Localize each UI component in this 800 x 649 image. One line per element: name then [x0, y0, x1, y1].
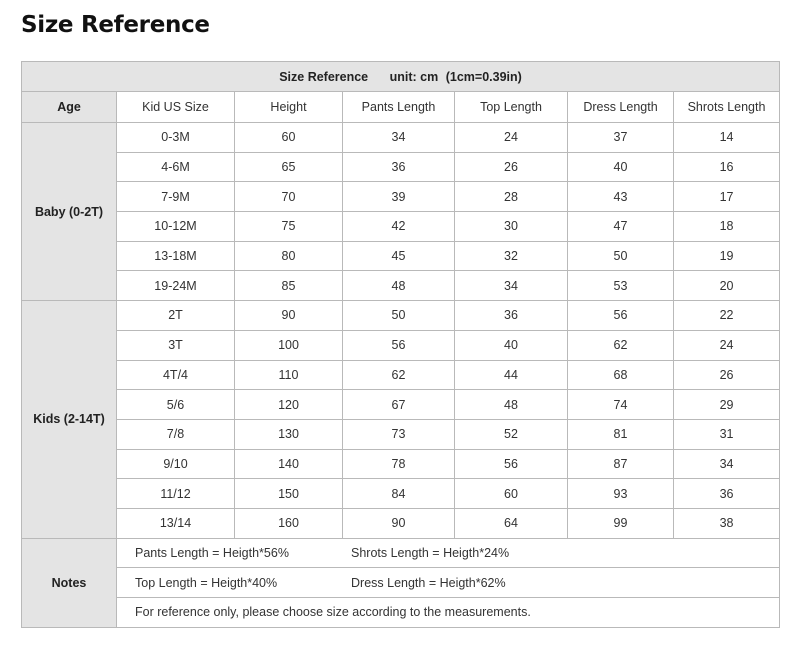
table-row [22, 271, 780, 301]
table-row [22, 508, 780, 538]
table-row [22, 449, 780, 479]
note-cell [117, 598, 780, 628]
table-row [22, 330, 780, 360]
header-pants-length: Pants Length [343, 92, 455, 123]
table-row [22, 212, 780, 242]
table-cell: 100 [235, 330, 343, 360]
table-cell: 47 [568, 212, 674, 242]
table-cell: 99 [568, 508, 674, 538]
table-cell: 36 [343, 152, 455, 182]
table-cell: 65 [235, 152, 343, 182]
note-pair [135, 576, 779, 590]
table-cell: 67 [343, 390, 455, 420]
table-cell: 19-24M [117, 271, 235, 301]
note-pair [135, 546, 779, 560]
note-text: Pants Length = Heigth*56% [135, 545, 289, 560]
table-cell: 4-6M [117, 152, 235, 182]
table-cell: 110 [235, 360, 343, 390]
table-cell: 84 [343, 479, 455, 509]
table-cell: 40 [568, 152, 674, 182]
table-cell: 80 [235, 241, 343, 271]
table-row [22, 152, 780, 182]
table-row [22, 390, 780, 420]
table-cell: 26 [455, 152, 568, 182]
table-cell: 26 [674, 360, 780, 390]
table-cell: 87 [568, 449, 674, 479]
table-cell: 3T [117, 330, 235, 360]
table-caption-row [22, 62, 780, 92]
table-cell: 70 [235, 182, 343, 212]
table-cell: 120 [235, 390, 343, 420]
table-cell: 52 [455, 419, 568, 449]
header-kid-us-size: Kid US Size [117, 92, 235, 123]
table-cell: 85 [235, 271, 343, 301]
table-cell: 48 [343, 271, 455, 301]
table-cell: 130 [235, 419, 343, 449]
table-row [22, 241, 780, 271]
table-cell: 64 [455, 508, 568, 538]
table-cell: 10-12M [117, 212, 235, 242]
table-cell: 42 [343, 212, 455, 242]
table-cell: 37 [568, 123, 674, 153]
table-cell: 140 [235, 449, 343, 479]
table-cell: 93 [568, 479, 674, 509]
table-cell: 75 [235, 212, 343, 242]
table-cell: 19 [674, 241, 780, 271]
notes-row [22, 568, 780, 598]
table-cell: 44 [455, 360, 568, 390]
table-cell: 11/12 [117, 479, 235, 509]
notes-row [22, 598, 780, 628]
caption-conversion: (1cm=0.39in) [445, 69, 522, 84]
table-cell: 7-9M [117, 182, 235, 212]
header-height: Height [235, 92, 343, 123]
table-cell: 16 [674, 152, 780, 182]
header-top-length: Top Length [455, 92, 568, 123]
note-text: For reference only, please choose size according to the measurements. [135, 605, 531, 620]
table-cell: 50 [568, 241, 674, 271]
table-cell: 62 [568, 330, 674, 360]
table-cell: 56 [455, 449, 568, 479]
table-cell: 53 [568, 271, 674, 301]
table-cell: 90 [343, 508, 455, 538]
note-text: Top Length = Heigth*40% [135, 575, 278, 590]
age-group-cell: Baby (0-2T) [22, 123, 117, 301]
table-cell: 160 [235, 508, 343, 538]
table-cell: 56 [343, 330, 455, 360]
table-cell: 60 [235, 123, 343, 153]
table-cell: 68 [568, 360, 674, 390]
table-cell: 34 [674, 449, 780, 479]
caption-label: Size Reference [279, 69, 369, 84]
size-reference-table [21, 61, 780, 628]
age-group-cell: Kids (2-14T) [22, 301, 117, 539]
table-row [22, 182, 780, 212]
table-row [22, 419, 780, 449]
table-cell: 18 [674, 212, 780, 242]
table-cell: 28 [455, 182, 568, 212]
table-cell: 56 [568, 301, 674, 331]
table-cell: 4T/4 [117, 360, 235, 390]
header-dress-length: Dress Length [568, 92, 674, 123]
table-cell: 13/14 [117, 508, 235, 538]
table-row [22, 123, 780, 153]
table-caption [22, 62, 780, 92]
notes-label: Notes [22, 538, 117, 627]
table-cell: 39 [343, 182, 455, 212]
note-cell [117, 538, 780, 568]
table-cell: 0-3M [117, 123, 235, 153]
header-age: Age [22, 92, 117, 123]
table-cell: 90 [235, 301, 343, 331]
table-cell: 24 [674, 330, 780, 360]
table-cell: 13-18M [117, 241, 235, 271]
table-cell: 36 [455, 301, 568, 331]
table-cell: 29 [674, 390, 780, 420]
table-cell: 9/10 [117, 449, 235, 479]
table-cell: 14 [674, 123, 780, 153]
table-cell: 20 [674, 271, 780, 301]
note-cell [117, 568, 780, 598]
header-shorts-length: Shrots Length [674, 92, 780, 123]
caption-unit: unit: cm [389, 69, 439, 84]
table-cell: 73 [343, 419, 455, 449]
table-cell: 62 [343, 360, 455, 390]
table-cell: 17 [674, 182, 780, 212]
table-cell: 7/8 [117, 419, 235, 449]
table-cell: 22 [674, 301, 780, 331]
table-cell: 40 [455, 330, 568, 360]
table-cell: 81 [568, 419, 674, 449]
table-cell: 50 [343, 301, 455, 331]
table-cell: 24 [455, 123, 568, 153]
table-cell: 32 [455, 241, 568, 271]
note-text: Shrots Length = Heigth*24% [351, 545, 510, 560]
table-header-row [22, 92, 780, 123]
table-cell: 31 [674, 419, 780, 449]
note-text: Dress Length = Heigth*62% [351, 575, 506, 590]
notes-row [22, 538, 780, 568]
table-cell: 74 [568, 390, 674, 420]
table-cell: 30 [455, 212, 568, 242]
table-cell: 78 [343, 449, 455, 479]
table-cell: 43 [568, 182, 674, 212]
table-row [22, 479, 780, 509]
table-cell: 150 [235, 479, 343, 509]
table-cell: 34 [455, 271, 568, 301]
table-row [22, 301, 780, 331]
table-cell: 34 [343, 123, 455, 153]
table-cell: 38 [674, 508, 780, 538]
table-cell: 48 [455, 390, 568, 420]
table-cell: 45 [343, 241, 455, 271]
table-cell: 60 [455, 479, 568, 509]
table-cell: 36 [674, 479, 780, 509]
table-cell: 2T [117, 301, 235, 331]
page-title: Size Reference [21, 12, 210, 38]
table-row [22, 360, 780, 390]
table-cell: 5/6 [117, 390, 235, 420]
